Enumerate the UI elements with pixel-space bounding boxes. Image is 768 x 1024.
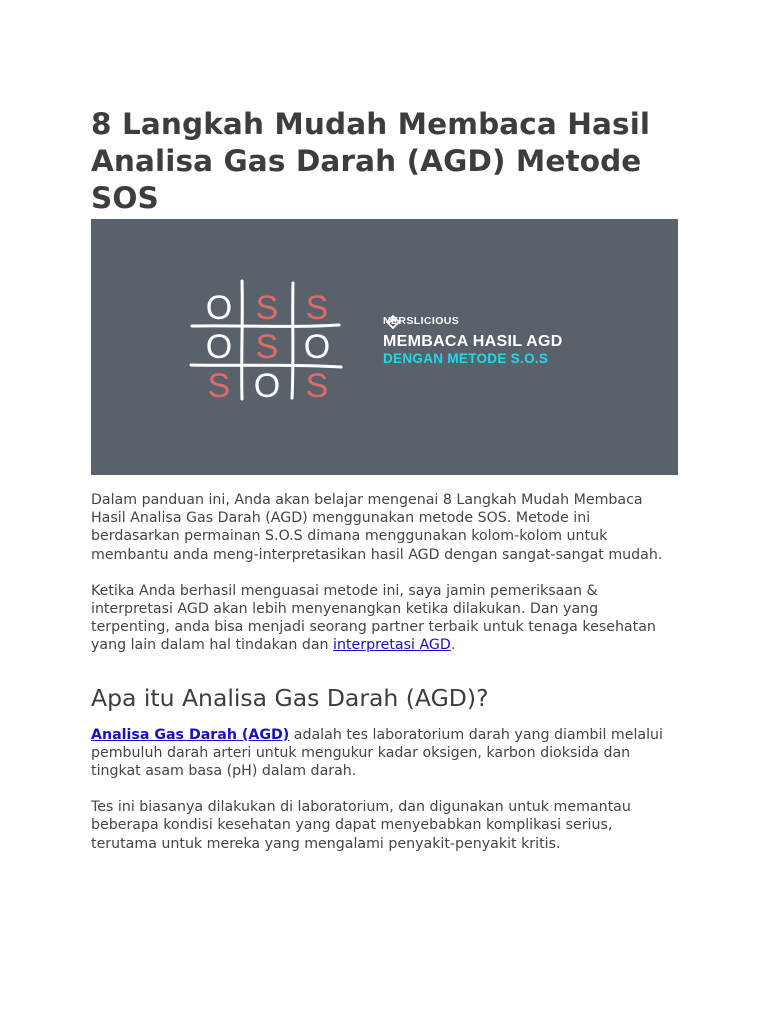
intro-paragraph: Dalam panduan ini, Anda akan belajar mengenai 8 Langkah Mudah Membaca Hasil Analisa Gas Darah (AGD) menggunakan metode SOS. Metode ini berdasarkan permainan S.O.S dimana menggunakan kolom-kolom untuk membantu anda meng-interpretasikan hasil AGD dengan sangat-sangat mudah. xyxy=(91,492,663,563)
banner-image xyxy=(91,219,678,475)
grid-letter-s: S xyxy=(255,289,279,327)
lab-paragraph: Tes ini biasanya dilakukan di laboratorium, dan digunakan untuk memantau beberapa kondisi kesehatan yang dapat menyebabkan komplikasi serius, terutama untuk mereka yang mengalami penyakit-penyakit kritis. xyxy=(91,799,631,852)
second-paragraph xyxy=(91,582,679,655)
grid-letter-s: S xyxy=(207,367,231,405)
grid-letter-o: O xyxy=(205,289,233,327)
banner-subtitle: DENGAN METODE S.O.S xyxy=(383,351,549,366)
section-heading: Apa itu Analisa Gas Darah (AGD)? xyxy=(91,683,489,712)
grid-line-v2 xyxy=(292,283,293,398)
article-title: 8 Langkah Mudah Membaca Hasil Analisa Gas Darah (AGD) Metode SOS xyxy=(91,107,651,215)
grid-letter-o: O xyxy=(303,328,331,366)
grid-letter-s: S xyxy=(305,367,329,405)
interpretasi-agd-link[interactable]: interpretasi AGD xyxy=(333,637,451,654)
brand-logo-icon xyxy=(386,315,400,329)
second-paragraph-text: Ketika Anda berhasil menguasai metode ini, saya jamin pemeriksaan & interpretasi AGD akan lebih menyenangkan ketika dilakukan. Dan yang terpenting, anda bisa menjadi seorang partner terbaik untuk tenaga kesehatan yang lain dalam hal tindakan dan xyxy=(91,582,656,654)
banner-title: MEMBACA HASIL AGD xyxy=(383,333,563,350)
grid-letter-o: O xyxy=(205,328,233,366)
grid-letter-s: S xyxy=(305,289,329,327)
definition-paragraph xyxy=(91,726,679,781)
banner-brand xyxy=(383,315,459,327)
second-paragraph-end: . xyxy=(450,637,456,654)
grid-letter-o: O xyxy=(253,367,281,405)
article xyxy=(91,106,679,853)
definition-text: adalah tes laboratorium darah yang diambil melalui pembuluh darah arteri untuk mengukur kadar oksigen, karbon dioksida dan tingkat asam basa (pH) dalam darah. xyxy=(91,726,663,780)
grid-line-v1 xyxy=(242,281,243,399)
analisa-gas-darah-link[interactable]: Analisa Gas Darah (AGD) xyxy=(91,726,290,743)
brand-name: NERSLICIOUS xyxy=(383,315,460,327)
grid-letter-s: S xyxy=(255,328,279,366)
